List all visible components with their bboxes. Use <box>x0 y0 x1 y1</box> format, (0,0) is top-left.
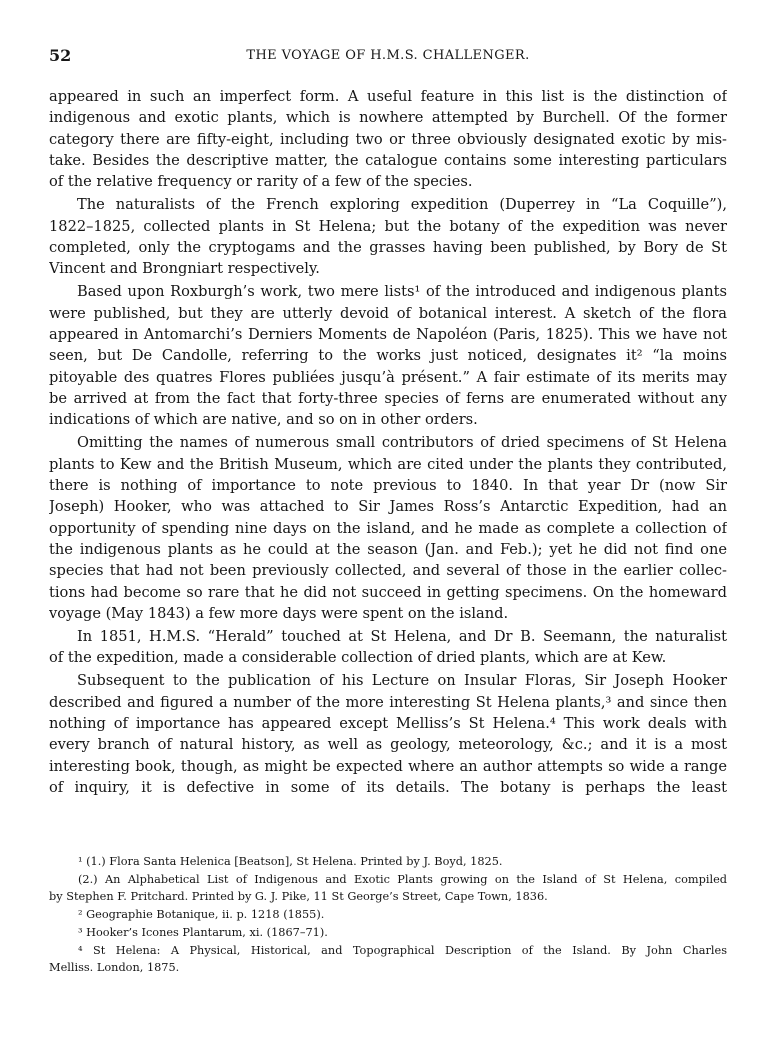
page-header <box>49 46 727 68</box>
body-text-line: of the relative frequency or rarity of a few of the species. <box>49 173 473 191</box>
body-text-line: 1822–1825, collected plants in St Helena; but the botany of the expedition was never <box>49 217 727 235</box>
body-text-line: the indigenous plants as he could at the season (Jan. and Feb.); yet he did not find one <box>49 541 727 558</box>
body-text-line: take. Besides the descriptive matter, the catalogue contains some interesting particulars <box>49 152 727 170</box>
footnote-line: (2.) An Alphabetical List of Indigenous and Exotic Plants growing on the Island of St Helena, compiled <box>78 873 727 886</box>
body-text-line: of inquiry, it is defective in some of its details. The botany is perhaps the least <box>49 778 727 796</box>
body-text-line: there is nothing of importance to note previous to 1840. In that year Dr (now Sir <box>49 476 727 494</box>
footnotes <box>49 853 727 976</box>
body-text-line: be arrived at from the fact that forty-three species of ferns are enumerated without any <box>49 390 727 407</box>
body-text-line: interesting book, though, as might be expected where an author attempts so wide a range <box>49 757 727 775</box>
body-text-line: plants to Kew and the British Museum, which are cited under the plants they contributed, <box>49 455 727 473</box>
body-text-line: every branch of natural history, as well as geology, meteorology, &c.; and it is a most <box>49 736 727 754</box>
body-text-line: indigenous and exotic plants, which is nowhere attempted by Burchell. Of the former <box>49 109 727 127</box>
body-text-line: opportunity of spending nine days on the island, and he made as complete a collection of <box>49 519 727 537</box>
page-number: 52 <box>49 46 72 65</box>
body-text-line: Vincent and Brongniart respectively. <box>49 260 320 278</box>
body-text-line: nothing of importance has appeared except Melliss’s St Helena.⁴ This work deals with <box>49 714 727 732</box>
body-text-line: tions had become so rare that he did not succeed in getting specimens. On the homeward <box>49 583 727 601</box>
footnote-line: by Stephen F. Pritchard. Printed by G. J. Pike, 11 St George’s Street, Cape Town, 1836. <box>49 890 548 903</box>
body-text <box>49 86 727 798</box>
body-text-line: voyage (May 1843) a few more days were spent on the island. <box>49 605 509 623</box>
body-text-line: Omitting the names of numerous small contributors of dried specimens of St Helena <box>77 434 727 452</box>
body-text-line: were published, but they are utterly devoid of botanical interest. A sketch of the flora <box>49 304 727 322</box>
body-text-line: seen, but De Candolle, referring to the works just noticed, designates it² “la moins <box>49 347 727 365</box>
body-text-line: Joseph) Hooker, who was attached to Sir James Ross’s Antarctic Expedition, had an <box>49 498 727 516</box>
body-text-line: described and figured a number of the more interesting St Helena plants,³ and since then <box>49 693 727 711</box>
body-text-line: Based upon Roxburgh’s work, two mere lists¹ of the introduced and indigenous plants <box>77 283 727 301</box>
footnote-line: ¹ (1.) Flora Santa Helenica [Beatson], St Helena. Printed by J. Boyd, 1825. <box>78 855 503 868</box>
body-text-line: appeared in such an imperfect form. A useful feature in this list is the distinction of <box>49 88 727 105</box>
body-text-line: category there are fifty-eight, including two or three obviously designated exotic by mis- <box>49 130 727 148</box>
body-text-line: In 1851, H.M.S. “Herald” touched at St Helena, and Dr B. Seemann, the naturalist <box>77 627 727 645</box>
body-text-line: species that had not been previously collected, and several of those in the earlier collec- <box>49 562 727 580</box>
body-text-line: indications of which are native, and so on in other orders. <box>49 411 478 429</box>
body-text-line: of the expedition, made a considerable collection of dried plants, which are at Kew. <box>49 649 667 667</box>
footnote-line: ⁴ St Helena: A Physical, Historical, and Topographical Description of the Island. By John Charles <box>78 944 727 957</box>
body-text-line: completed, only the cryptogams and the grasses having been published, by Bory de St <box>49 239 727 256</box>
body-text-line: The naturalists of the French exploring expedition (Duperrey in “La Coquille”), <box>77 196 727 214</box>
footnote-line: Melliss. London, 1875. <box>49 961 180 974</box>
body-text-line: Subsequent to the publication of his Lecture on Insular Floras, Sir Joseph Hooker <box>77 672 727 690</box>
running-title: THE VOYAGE OF H.M.S. CHALLENGER. <box>246 48 530 63</box>
body-text-line: pitoyable des quatres Flores publiées jusqu’à présent.” A fair estimate of its merits may <box>49 368 727 386</box>
footnote-line: ³ Hooker’s Icones Plantarum, xi. (1867–71). <box>78 926 328 939</box>
footnote-line: ² Geographie Botanique, ii. p. 1218 (1855). <box>78 908 325 921</box>
body-text-line: appeared in Antomarchi’s Derniers Moments de Napoléon (Paris, 1825). This we have not <box>49 325 727 343</box>
